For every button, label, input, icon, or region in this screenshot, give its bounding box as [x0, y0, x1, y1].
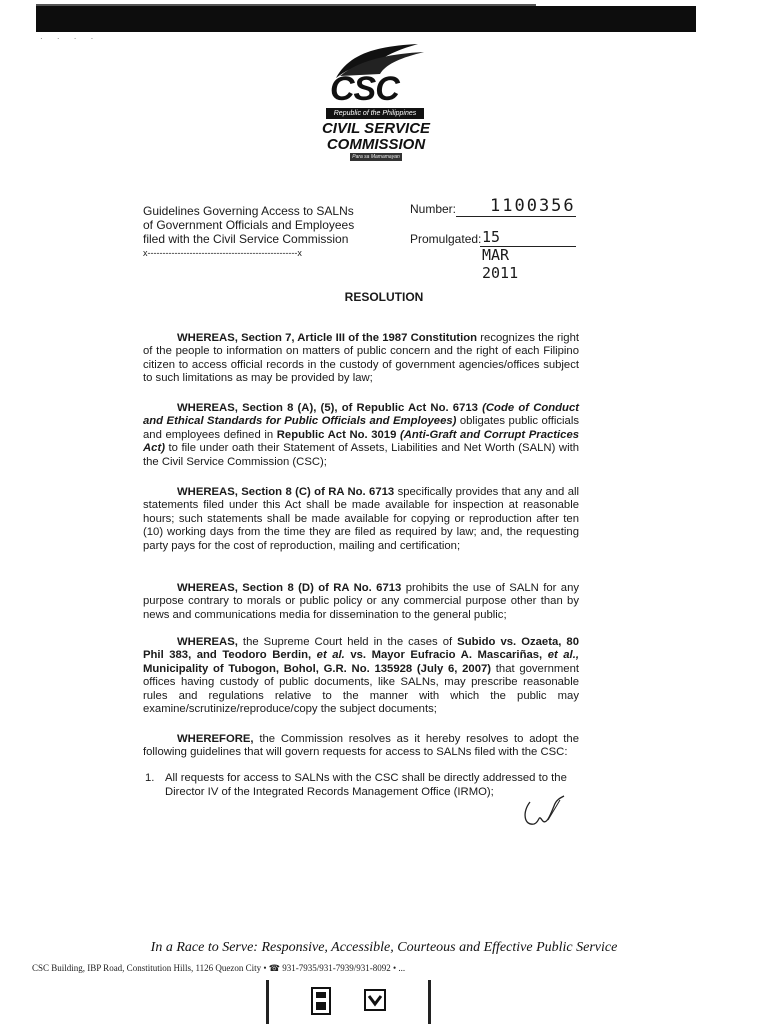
paragraph-run: the Commission resolves as it hereby resolves to adopt the following guidelines that will govern requests for access to SALNs filed with the CSC:: [143, 733, 579, 759]
csc-logo: [320, 42, 432, 162]
seal-icon: [362, 984, 388, 1018]
footer-address: CSC Building, IBP Road, Constitution Hills, 1126 Quezon City • ☎ 931-7935/931-7939/931-8092 • ...: [32, 963, 406, 973]
paragraph-run: prohibits the use of SALN for any purpose contrary to morals or public policy or any commercial purpose other than by news and communications media for dissemination to the general public;: [143, 582, 579, 621]
paragraph-run: WHEREAS, Section 8 (A), (5), of Republic Act No. 6713: [177, 402, 483, 414]
paragraph-run: Republic Act No. 3019: [276, 428, 400, 441]
paragraph-run: Subido vs. Ozaeta, 80 Phil 383, and Teodoro Berdin,: [143, 636, 579, 662]
paragraph-run: et al.,: [547, 649, 579, 662]
number-value: 1100356: [490, 196, 576, 216]
paragraph-run: WHEREAS, Section 7, Article III of the 1987 Constitution: [177, 332, 478, 344]
promulgated-label: Promulgated:: [410, 232, 482, 246]
wherefore-paragraph: [143, 733, 579, 760]
number-label: Number:: [410, 202, 457, 216]
paragraph-run: obligates public officials and employees defined in: [143, 415, 579, 441]
logo-acronym: CSC: [330, 70, 399, 108]
paragraph-run: recognizes the right of the people to information on matters of public concern and the right of each Filipino citizen to access official records in the custody of government agencies/offices subject to such limitations as may be provided by law;: [143, 332, 579, 385]
paragraph-run: (Anti-Graft and Corrupt Practices Act): [143, 428, 580, 455]
paragraph-run: WHEREFORE,: [177, 733, 254, 745]
paragraph-run: vs. Mayor Eufracio A. Mascariñas,: [344, 649, 548, 662]
paragraph-run: specifically provides that any and all statements filed under this Act shall be made available for inspection at reasonable hours; such statements shall be made available for copying or reproduction after ten (10) working days from the time they are filed as required by law; and, the requesting party pays for the cost of reproduction, mailing and certification;: [143, 486, 580, 552]
list-item-text: All requests for access to SALNs with the CSC shall be directly addressed to the Director IV of the Integrated Records Management Office (IRMO);: [165, 772, 567, 798]
paragraph-run: that government offices having custody of public documents, like SALNs, may prescribe reasonable rules and regulations relative to the manner with which the public may examine/scrutinize/reproduce/copy the subject documents;: [143, 662, 580, 716]
meta-block: [410, 196, 576, 282]
paragraph-run: to file under oath their Statement of Assets, Liabilities and Net Worth (SALN) with the Civil Service Commission (CSC);: [143, 442, 579, 468]
logo-name-line1: CIVIL SERVICE: [321, 120, 431, 137]
subject-block: [143, 204, 354, 260]
footer-bar: [428, 980, 431, 1024]
whereas-paragraph-5: [143, 636, 579, 716]
paragraph-run: et al.: [316, 649, 345, 662]
subject-line: of Government Officials and Employees: [143, 218, 355, 232]
logo-name-line2: COMMISSION: [326, 136, 426, 153]
scan-top-bar: [36, 6, 696, 32]
initials-signature: [520, 794, 570, 834]
whereas-paragraph-1: [143, 332, 579, 386]
footer-bar: [266, 980, 269, 1024]
subject-line: filed with the Civil Service Commission: [143, 232, 349, 246]
guideline-list: [145, 771, 585, 801]
document-title: RESOLUTION: [344, 290, 424, 304]
paragraph-run: WHEREAS, Section 8 (D) of RA No. 6713: [177, 582, 402, 594]
paragraph-run: Municipality of Tubogon, Bohol, G.R. No. 135928 (July 6, 2007): [143, 662, 492, 675]
promulgated-value: 15 MAR 2011: [482, 228, 519, 282]
paragraph-run: (Code of Conduct and Ethical Standards for Public Officials and Employees): [143, 402, 579, 428]
logo-republic: Republic of the Philippines: [326, 108, 424, 119]
paragraph-run: the Supreme Court held in the cases of: [237, 636, 458, 648]
whereas-paragraph-4: [143, 582, 579, 622]
footer-motto: In a Race to Serve: Responsive, Accessible, Courteous and Effective Public Service: [150, 940, 618, 955]
whereas-paragraph-3: [143, 486, 579, 553]
number-underline: [456, 216, 576, 217]
paragraph-run: WHEREAS, Section 8 (C) of RA No. 6713: [177, 486, 395, 498]
paragraph-run: WHEREAS,: [177, 636, 238, 648]
whereas-paragraph-2: [143, 402, 579, 469]
subject-separator: x--------------------------------------------------x: [143, 248, 302, 258]
footer-certification-marks: [260, 980, 440, 1024]
building-icon: [308, 984, 334, 1018]
subject-line: Guidelines Governing Access to SALNs: [143, 204, 354, 218]
logo-motto: Para sa Mamamayan: [350, 153, 402, 161]
list-item-number: 1.: [145, 772, 155, 784]
scan-specks: · · · ·: [40, 34, 100, 43]
list-item: [145, 771, 585, 801]
